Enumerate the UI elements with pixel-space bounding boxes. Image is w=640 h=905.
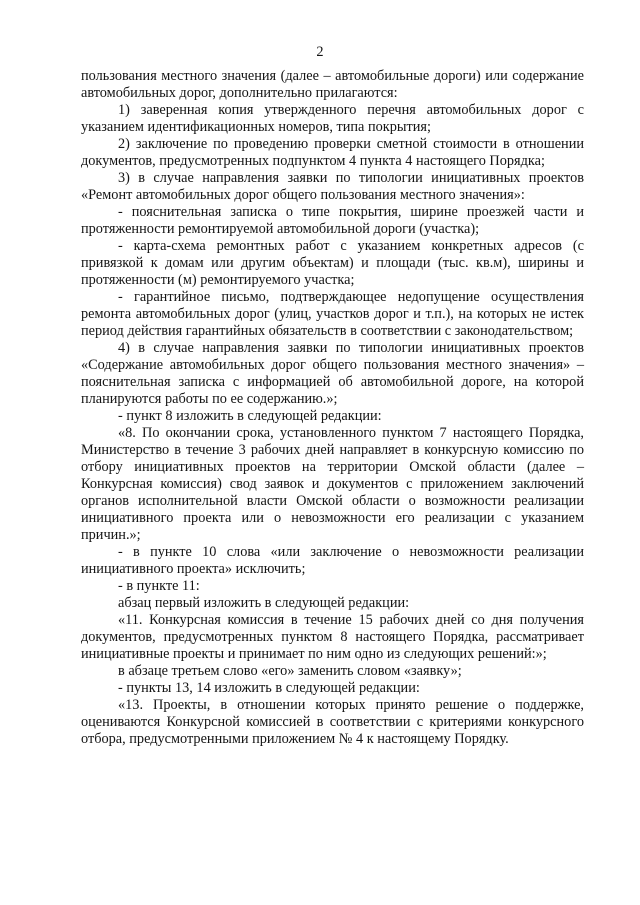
paragraph: «8. По окончании срока, установленного пунктом 7 настоящего Порядка, Министерство в течение 3 рабочих дней направляет в конкурсную комиссию по отбору инициативных проектов на территории Омской области (далее – Конкурсная комиссия) свод заявок и документов с приложением заключений органов исполнительной власти Омской области о возможности реализации инициативного проекта или о невозможности его реализации с указанием причин.»; [81,425,584,543]
paragraph: - пункт 8 изложить в следующей редакции: [118,408,382,424]
paragraph: - гарантийное письмо, подтверждающее недопущение осуществления ремонта автомобильных дорог (улиц, участков дорог и т.п.), на которых не истек период действия гарантийных обязательств в соответствии с законодательством; [81,289,584,339]
paragraph: в абзаце третьем слово «его» заменить словом «заявку»; [118,663,462,679]
paragraph: абзац первый изложить в следующей редакции: [118,595,410,611]
paragraph: - в пункте 11: [118,578,200,594]
paragraph: пользования местного значения (далее – автомобильные дороги) или содержание автомобильных дорог, дополнительно прилагаются: [81,68,584,101]
paragraph: «11. Конкурсная комиссия в течение 15 рабочих дней со дня получения документов, предусмотренных пунктом 8 настоящего Порядка, рассматривает инициативные проекты и принимает по ним одно из следующих решений:»; [81,612,584,662]
paragraph: 2) заключение по проведению проверки сметной стоимости в отношении документов, предусмотренных подпунктом 4 пункта 4 настоящего Порядка; [81,136,584,169]
paragraph: - пункты 13, 14 изложить в следующей редакции: [118,680,420,696]
paragraph: «13. Проекты, в отношении которых принято решение о поддержке, оцениваются Конкурсной комиссией в соответствии с критериями конкурсного отбора, предусмотренными приложением № 4 к настоящему Порядку. [81,697,584,747]
paragraph: - пояснительная записка о типе покрытия, ширине проезжей части и протяженности ремонтируемой автомобильной дороги (участка); [81,204,584,237]
paragraph: 1) заверенная копия утвержденного перечня автомобильных дорог с указанием идентификационных номеров, типа покрытия; [81,102,584,135]
paragraph: 3) в случае направления заявки по типологии инициативных проектов «Ремонт автомобильных дорог общего пользования местного значения»: [81,170,584,203]
paragraph: - в пункте 10 слова «или заключение о невозможности реализации инициативного проекта» исключить; [81,544,584,577]
document-body [81,68,584,748]
paragraph: 4) в случае направления заявки по типологии инициативных проектов «Содержание автомобильных дорог общего пользования местного значения» – пояснительная записка с информацией об автомобильной дороге, на которой планируются работы по ее содержанию.»; [81,340,584,407]
page-number: 2 [316,44,324,60]
paragraph: - карта-схема ремонтных работ с указанием конкретных адресов (с привязкой к домам или другим объектам) и площади (тыс. кв.м), ширины и протяженности (м) ремонтируемого участка; [81,238,584,288]
